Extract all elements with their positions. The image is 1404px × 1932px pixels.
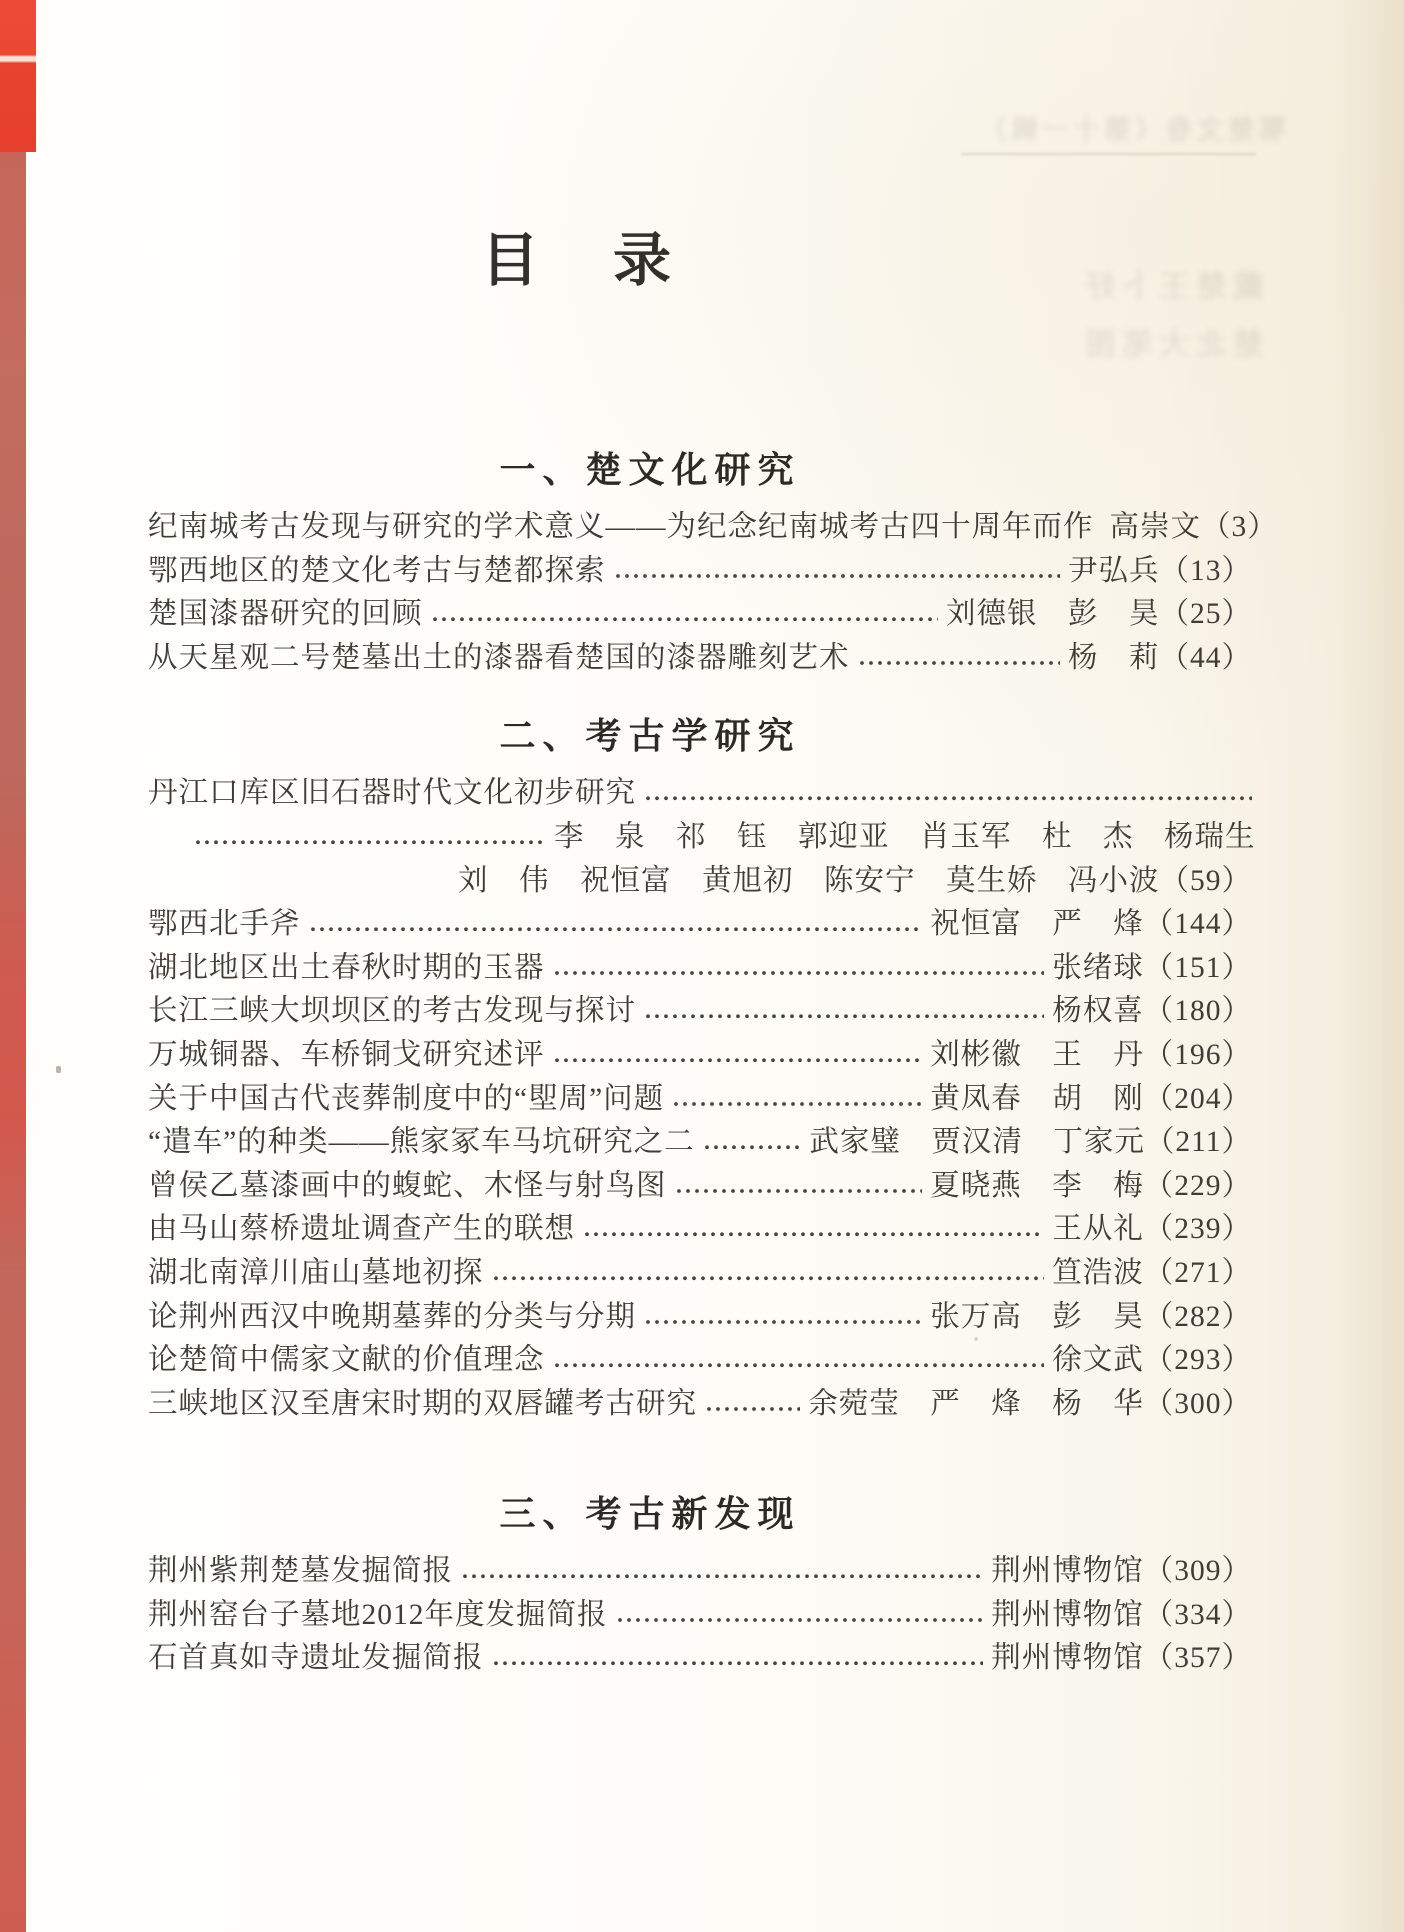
entry-title: “遣车”的种类——熊家冢车马坑研究之二 — [148, 1126, 695, 1159]
entry-authors-page: 黄凤春 胡 刚（204） — [930, 1082, 1252, 1115]
dot-leader — [492, 1637, 984, 1681]
section-entries — [148, 772, 1256, 1426]
toc-entry — [148, 1550, 1252, 1594]
entry-authors-page: 李 泉 祁 钰 郭迎亚 肖玉军 杜 杰 杨瑞生 — [554, 820, 1256, 853]
toc-entry — [148, 816, 1256, 860]
entry-authors-page: 高崇文（3） — [1109, 511, 1278, 543]
entry-authors-page: 刘德银 彭 昊（25） — [945, 598, 1252, 631]
section-heading: 二、考古学研究 — [499, 715, 801, 757]
entry-authors-page: 徐文武（293） — [1052, 1344, 1252, 1377]
entry-title: 关于中国古代丧葬制度中的“堲周”问题 — [148, 1082, 665, 1115]
entry-title: 从天星观二号楚墓出土的漆器看楚国的漆器雕刻艺术 — [148, 641, 850, 674]
section-heading: 一、楚文化研究 — [499, 449, 801, 490]
entry-title: 三峡地区汉至唐宋时期的双唇罐考古研究 — [148, 1387, 698, 1420]
entry-title: 荆州窑台子墓地2012年度发掘简报 — [148, 1598, 608, 1631]
toc-entry — [148, 1252, 1252, 1296]
dot-leader — [616, 1594, 984, 1638]
entry-authors-page: 刘 伟 祝恒富 黄旭初 陈安宁 莫生娇 冯小波（59） — [457, 864, 1252, 897]
entry-authors-page: 王从礼（239） — [1052, 1213, 1252, 1246]
toc-entry — [148, 1339, 1252, 1383]
toc-entry — [148, 1383, 1252, 1427]
entry-authors-page: 张绪球（151） — [1052, 951, 1252, 984]
dot-leader — [431, 593, 938, 637]
entry-title: 石首真如寺遗址发掘简报 — [148, 1642, 484, 1675]
dot-leader — [614, 550, 1060, 594]
dot-leader — [461, 1550, 983, 1594]
toc-entry — [148, 903, 1252, 947]
entry-title: 楚国漆器研究的回顾 — [148, 598, 423, 631]
dot-leader — [644, 990, 1044, 1034]
toc-section — [148, 1492, 1252, 1681]
section-entries — [148, 1550, 1252, 1681]
entry-title: 长江三峡大坝坝区的考古发现与探讨 — [148, 995, 637, 1028]
dot-leader — [553, 947, 1045, 991]
toc-entry — [148, 550, 1252, 594]
entry-title: 鄂西北手斧 — [148, 908, 301, 941]
toc-entry — [148, 1208, 1252, 1252]
toc-entry — [148, 1034, 1252, 1078]
book-spine-edge — [0, 0, 26, 1932]
entry-title: 鄂西地区的楚文化考古与楚都探索 — [148, 554, 606, 587]
entry-title: 纪南城考古发现与研究的学术意义——为纪念纪南城考古四十周年而作 — [148, 511, 1094, 543]
dot-leader — [644, 772, 1252, 816]
toc-entry — [148, 1296, 1252, 1340]
entry-title: 湖北南漳川庙山墓地初探 — [148, 1256, 484, 1289]
dot-leader — [672, 1078, 922, 1122]
toc-entry — [148, 506, 1278, 550]
dot-leader — [705, 1383, 800, 1427]
bleed-through-rule — [961, 153, 1256, 155]
dot-leader — [644, 1296, 922, 1340]
entry-authors-page: 余菀莹 严 烽 杨 华（300） — [808, 1387, 1252, 1420]
dot-leader — [858, 637, 1060, 681]
entry-title: 荆州紫荆楚墓发掘简报 — [148, 1555, 454, 1588]
bleed-through-header: 鄂楚文卷（第十一辑） — [976, 115, 1286, 145]
entry-title: 论荆州西汉中晚期墓葬的分类与分期 — [148, 1300, 637, 1333]
dot-leader — [583, 1208, 1044, 1252]
entry-authors-page: 荆州博物馆（334） — [991, 1598, 1252, 1631]
book-spine-edge-top — [0, 0, 36, 152]
toc-section — [148, 448, 1278, 680]
bleed-through-text — [1079, 258, 1264, 374]
toc-section — [148, 714, 1256, 1426]
entry-authors-page: 武家璧 贾汉清 丁家元（211） — [809, 1126, 1252, 1159]
page-title: 目 录 — [480, 228, 679, 293]
section-entries — [148, 506, 1278, 680]
scan-speck — [56, 1066, 61, 1073]
toc-entry — [148, 1637, 1252, 1681]
toc-entry — [148, 637, 1252, 681]
dot-leader — [492, 1252, 1045, 1296]
entry-title: 曾侯乙墓漆画中的蝮蛇、木怪与射鸟图 — [148, 1169, 667, 1202]
entry-title: 论楚简中儒家文献的价值理念 — [148, 1344, 545, 1377]
dot-leader — [703, 1121, 802, 1165]
toc-entry — [148, 1165, 1252, 1209]
dot-leader — [553, 1034, 923, 1078]
entry-title: 万城铜器、车桥铜戈研究述评 — [148, 1038, 545, 1071]
entry-title: 丹江口库区旧石器时代文化初步研究 — [148, 777, 637, 810]
toc-entry — [148, 947, 1252, 991]
dot-leader — [309, 903, 923, 947]
section-heading: 三、考古新发现 — [499, 1493, 801, 1535]
entry-authors-page: 祝恒富 严 烽（144） — [930, 908, 1252, 941]
entry-authors-page: 荆州博物馆（357） — [991, 1642, 1252, 1675]
entry-authors-page: 尹弘兵（13） — [1067, 554, 1252, 587]
toc-entry — [148, 860, 1252, 904]
toc-entry — [148, 593, 1252, 637]
toc-entry — [148, 1078, 1252, 1122]
dot-leader — [553, 1339, 1045, 1383]
scan-speck — [974, 1337, 978, 1341]
entry-authors-page: 荆州博物馆（309） — [991, 1555, 1252, 1588]
dot-leader — [675, 1165, 923, 1209]
toc-entry — [148, 990, 1252, 1034]
toc-sections — [0, 290, 1404, 1681]
toc-entry — [148, 772, 1252, 816]
entry-authors-page: 杨 莉（44） — [1067, 641, 1252, 674]
toc-entry — [148, 1121, 1252, 1165]
toc-entry — [148, 1594, 1252, 1638]
entry-authors-page: 刘彬徽 王 丹（196） — [930, 1038, 1252, 1071]
entry-authors-page: 杨权喜（180） — [1052, 995, 1252, 1028]
bleed-through-line: 楚北大笔图 — [1079, 327, 1264, 362]
entry-title: 由马山蔡桥遗址调查产生的联想 — [148, 1213, 576, 1246]
entry-authors-page: 张万高 彭 昊（282） — [930, 1300, 1252, 1333]
entry-title: 湖北地区出土春秋时期的玉器 — [148, 951, 545, 984]
entry-authors-page: 笪浩波（271） — [1052, 1256, 1252, 1289]
bleed-through-line: 戴楚王卜好 — [1079, 269, 1264, 304]
entry-authors-page: 夏晓燕 李 梅（229） — [930, 1169, 1252, 1202]
dot-leader — [194, 816, 546, 860]
